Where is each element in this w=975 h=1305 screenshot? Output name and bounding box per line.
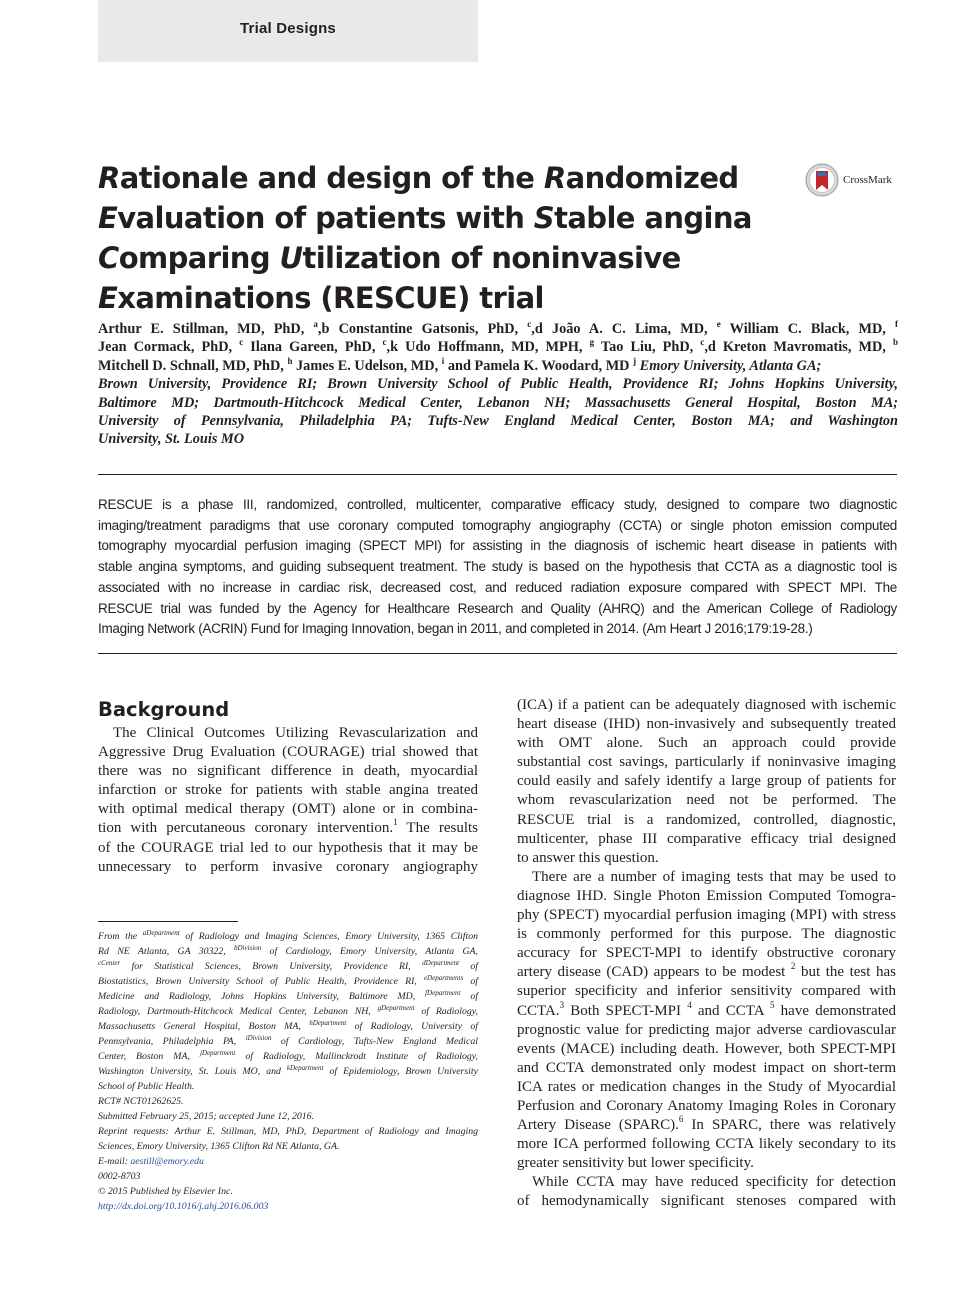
text-line: artery disease (CAD) appears to be modest $^2$ but the test has <box>517 961 896 981</box>
footnote-submitted: Submitted February 25, 2015; accepted June 12, 2016. <box>98 1111 315 1122</box>
text-line: with OMT alone. Such an approach could provide <box>517 735 896 752</box>
text-line: to answer this question. <box>517 849 659 866</box>
abstract-line: Imaging Network (ACRIN) Fund for Imaging Innovation, began in 2011, and completed in 2014. (Am Heart J 2016;179:19-28.) <box>98 621 813 637</box>
section-tab <box>98 0 478 62</box>
affiliation-line: University of Pennsylvania, Philadelphia PA; Tufts-New England Medical Center, Boston MA; and Washington <box>98 413 898 430</box>
text-line: there was no significant difference in death, myocardial <box>98 763 478 780</box>
text-line: greater sensitivity but lower specificity. <box>517 1155 754 1172</box>
text-line: multicenter, phase III comparative efficacy trial designed <box>517 830 896 847</box>
footnote-doi <box>98 1199 478 1214</box>
text-line: Artery Disease (SPARC).$^6$ In SPARC, there was relatively <box>517 1114 897 1134</box>
text-line: superior specificity and inferior sensitivity compared with <box>517 983 896 1000</box>
text-line: Perfusion and Coronary Anatomy Imaging Roles in Coronary <box>517 1097 896 1114</box>
affiliation-inline: Emory University, Atlanta GA; <box>639 357 822 374</box>
paragraph <box>517 1173 896 1211</box>
text-line: prognostic value for predicting major adverse cardiovascular <box>517 1021 896 1038</box>
abstract <box>98 495 897 640</box>
text-line: tion with percutaneous coronary intervention.$^1$ The results <box>98 817 478 837</box>
footnote-email: E-mail: aestill@emory.edu <box>98 1156 204 1167</box>
crossmark-label: CrossMark <box>843 174 892 186</box>
footnote-line: Radiology, Dartmouth-Hitchcock Medical Center, Lebanon NH, $^{gDepartment}$ of Radiology, <box>98 1004 478 1017</box>
affiliation-line: Brown University, Providence RI; Brown University School of Public Health, Providence RI; Johns Hopkins University, <box>98 376 898 393</box>
abstract-line: imaging/treatment paradigms that use coronary computed tomography angiography (CCTA) or single photon emission computed <box>98 517 897 533</box>
section-heading-background: Background <box>98 698 230 721</box>
paragraph <box>98 724 478 877</box>
title-line: Evaluation of patients with Stable angina <box>98 201 752 235</box>
footnote-line: Biostatistics, Brown University School of Public Health, Providence RI, $^{eDepartments}$ of <box>98 974 478 987</box>
footnote-line: School of Public Health. <box>98 1081 195 1092</box>
footnote-divider <box>98 921 238 922</box>
footnote-line: Massachusetts General Hospital, Boston MA, $^{hDepartment}$ of Radiology, University of <box>98 1019 478 1032</box>
text-line: diagnose IHD. Single Photon Emission Computed Tomogra- <box>517 887 896 904</box>
text-line: infarction or stroke for patients with stable angina treated <box>98 782 478 799</box>
doi-link[interactable]: http://dx.doi.org/10.1016/j.ahj.2016.06.003 <box>98 1201 269 1212</box>
crossmark-icon <box>805 163 839 197</box>
title-line: Examinations (RESCUE) trial <box>98 281 544 315</box>
footnote-line: Medicine and Radiology, Johns Hopkins University, Baltimore MD, $^{fDepartment}$ of <box>98 989 478 1002</box>
text-line: There are a number of imaging tests that may be used to <box>532 868 896 885</box>
abstract-line: tomography myocardial perfusion imaging (SPECT MPI) for assisting in the diagnosis of ischemic heart disease in patients with <box>98 538 897 554</box>
text-line: is commonly performed for this purpose. The diagnostic <box>517 926 896 943</box>
footnote-line: $^{cCenter}$ for Statistical Sciences, Brown University, Providence RI, $^{dDepartment}$ of <box>98 959 479 972</box>
footnotes <box>98 929 478 1214</box>
text-line: of hemodynamically significant stenoses compared with <box>517 1193 896 1210</box>
text-line: of the COURAGE trial led to our hypothesis that it may be <box>98 839 478 856</box>
text-line: The Clinical Outcomes Utilizing Revascularization and <box>113 725 478 741</box>
footnote-line: Rd NE Atlanta, GA 30322, $^{bDivision}$ of Cardiology, Emory University, Atlanta GA, <box>98 944 478 957</box>
text-line: ICA rates or medication changes in the Study of Myocardial <box>517 1078 896 1095</box>
email-link[interactable]: aestill@emory.edu <box>130 1156 204 1167</box>
footnote-line: Washington University, St. Louis MO, and $^{kDepartment}$ of Epidemiology, Brown University <box>98 1064 478 1077</box>
text-line: could easily and safely identify a large group of patients for <box>517 773 896 790</box>
title-line: Rationale and design of the Randomized <box>98 161 739 195</box>
text-line: phy (SPECT) myocardial perfusion imaging (MPI) with stress <box>517 907 896 924</box>
text-line: accuracy for SPECT-MPI to identify obstructive coronary <box>517 945 896 962</box>
text-line: While CCTA may have reduced specificity for detection <box>532 1174 896 1191</box>
footnote-rct: RCT# NCT01262625. <box>98 1096 184 1107</box>
author-list <box>98 320 898 449</box>
text-line: RESCUE trial is a randomized, controlled, diagnostic, <box>517 811 896 828</box>
text-line: heart disease (IHD) non-invasively and subsequently treated <box>517 716 896 733</box>
footnote-reprint: Sciences, Emory University, 1365 Clifton Rd NE Atlanta, GA. <box>98 1141 340 1152</box>
footnote-reprint: Reprint requests: Arthur E. Stillman, MD, PhD, Department of Radiology and Imaging <box>98 1126 478 1137</box>
paragraph <box>517 696 896 868</box>
abstract-line: associated with no increase in cardiac risk, decreased cost, and reduced radiation exposure compared with SPECT MPI. The <box>98 579 897 595</box>
affiliation-line: University, St. Louis MO <box>98 431 245 448</box>
footnote-line: From the $^{aDepartment}$ of Radiology and Imaging Sciences, Emory University, 1365 Clifton <box>98 929 478 942</box>
text-line: events (MACE) including death. However, both SPECT-MPI <box>517 1040 896 1057</box>
footnote-line: Pennsylvania, Philadelphia PA, $^{iDivision}$ of Cardiology, Tufts-New England Medical <box>98 1034 478 1047</box>
author-line: Mitchell D. Schnall, MD, PhD, $^h$ James E. Udelson, MD, $^i$ and Pamela K. Woodard, MD $^j$ Emory University, Atlanta GA; <box>98 355 822 374</box>
author-line: Arthur E. Stillman, MD, PhD, $^a$,b Constantine Gatsonis, PhD, $^c$,d João A. C. Lima, MD, $^e$ William C. Black, MD, $^f$ <box>98 319 899 337</box>
divider <box>98 474 897 475</box>
footnote-copyright: © 2015 Published by Elsevier Inc. <box>98 1186 233 1197</box>
footnote-line: Center, Boston MA, $^{jDepartment}$ of Radiology, Mallinckrodt Institute of Radiology, <box>98 1049 479 1062</box>
affiliation-line: Baltimore MD; Dartmouth-Hitchcock Medical Center, Lebanon NH; Massachusetts General Hospital, Boston MA; <box>98 394 898 411</box>
footnote-issn: 0002-8703 <box>98 1171 141 1182</box>
abstract-line: stable angina symptoms, and guiding subsequent treatment. The study is based on the hypothesis that CCTA as a diagnostic tool is <box>98 559 897 575</box>
text-line: and CCTA demonstrated only modest impact on short-term <box>517 1059 896 1076</box>
text-line: (ICA) if a patient can be adequately diagnosed with ischemic <box>517 697 896 713</box>
text-line: substantial cost savings, particularly if noninvasive imaging <box>517 754 896 771</box>
body-column-right <box>517 696 896 1212</box>
author-line: Jean Cormack, PhD, $^c$ Ilana Gareen, PhD, $^c$,k Udo Hoffmann, MD, MPH, $^g$ Tao Liu, PhD, $^c$,d Kreton Mavromatis, MD, $^b$ <box>98 337 898 356</box>
text-line: whom revascularization need not be performed. The <box>517 792 896 809</box>
divider <box>98 653 897 654</box>
abstract-line: RESCUE trial was funded by the Agency for Healthcare Research and Quality (AHRQ) and the American College of Radiology <box>98 600 897 616</box>
text-line: with optimal medical therapy (OMT) alone or in combina- <box>98 801 478 818</box>
crossmark-badge[interactable] <box>805 163 905 197</box>
article-title <box>98 158 758 318</box>
section-tab-label: Trial Designs <box>240 20 336 37</box>
text-line: CCTA.$^3$ Both SPECT-MPI $^4$ and CCTA $^5$ have demonstrated <box>517 999 897 1019</box>
body-column-left <box>98 724 478 877</box>
text-line: unnecessary to perform invasive coronary angiography <box>98 858 478 875</box>
text-line: more ICA performed following CCTA likely secondary to its <box>517 1136 896 1153</box>
title-line: Comparing Utilization of noninvasive <box>98 241 681 275</box>
text-line: Aggressive Drug Evaluation (COURAGE) trial showed that <box>98 744 478 761</box>
paragraph <box>517 868 896 1174</box>
abstract-line: RESCUE is a phase III, randomized, controlled, multicenter, comparative efficacy study, designed to compare two diagnostic <box>98 497 897 512</box>
